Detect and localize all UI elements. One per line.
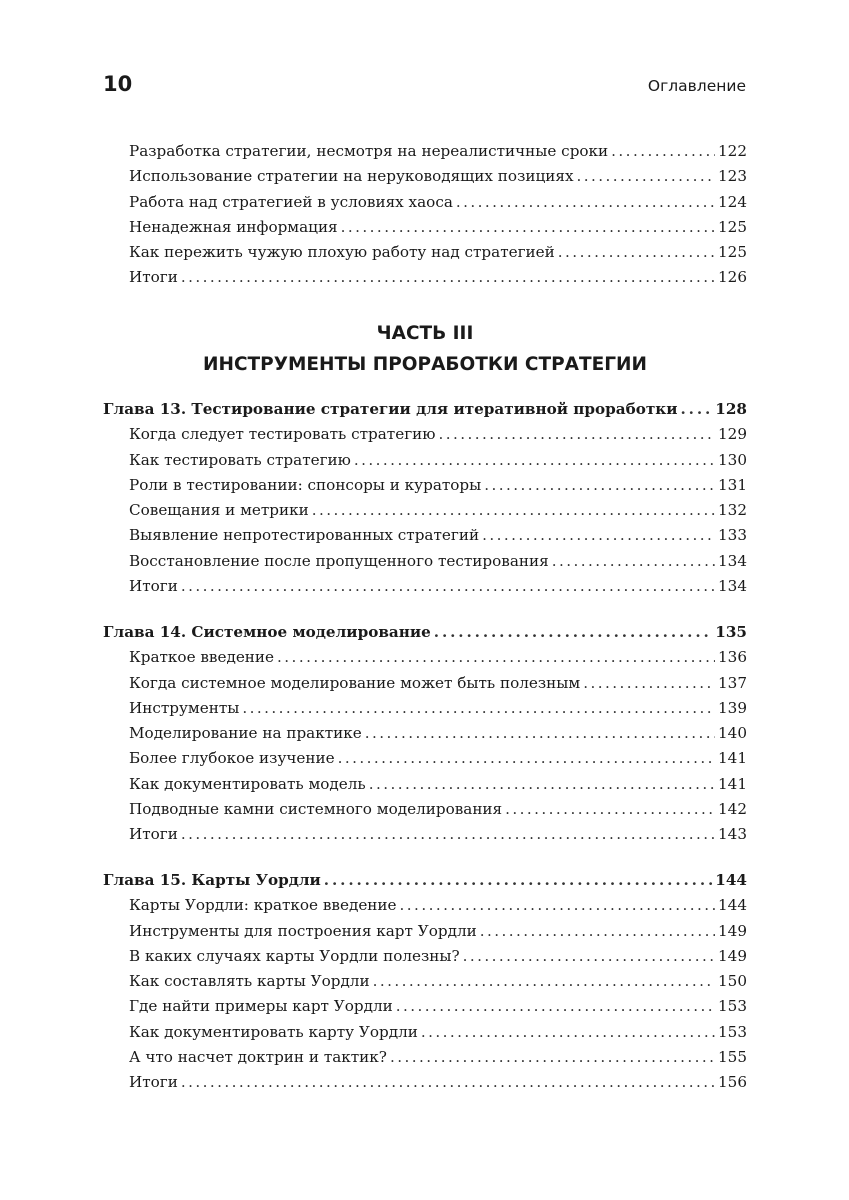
toc-leader [181, 822, 715, 847]
toc-entry-page: 143 [718, 825, 747, 844]
toc-leader [552, 549, 715, 574]
toc-entry[interactable] [103, 574, 747, 599]
toc-entry-title: Инструменты [129, 698, 240, 717]
toc-entry[interactable] [103, 919, 747, 944]
toc-entry-page: 123 [718, 167, 747, 186]
toc-entry-page: 149 [718, 921, 747, 940]
toc-leader [365, 721, 715, 746]
toc-entry[interactable] [103, 523, 747, 548]
toc-leader [373, 969, 715, 994]
toc-entry-page: 149 [718, 946, 747, 965]
toc-entry-page: 150 [718, 972, 747, 991]
toc-leader [558, 240, 715, 265]
toc-entry[interactable] [103, 746, 747, 771]
toc-leader [434, 620, 713, 645]
toc-leader [505, 797, 715, 822]
toc-entry-title: Итоги [129, 825, 178, 844]
toc-entry-page: 141 [718, 749, 747, 768]
running-head: Оглавление [647, 77, 746, 95]
toc-entry-page: 125 [718, 243, 747, 262]
toc-entry[interactable] [103, 797, 747, 822]
toc-entry[interactable] [103, 994, 747, 1019]
toc-entry[interactable] [103, 448, 747, 473]
toc-leader [181, 265, 715, 290]
toc-entry[interactable] [103, 645, 747, 670]
toc-entry[interactable] [103, 696, 747, 721]
toc-chapter-page: 135 [715, 623, 747, 641]
toc-entry-page: 140 [718, 724, 747, 743]
toc-chapter-entry[interactable] [103, 868, 747, 893]
toc-entry-title: Где найти примеры карт Уордли [129, 997, 393, 1016]
toc-leader [439, 422, 715, 447]
toc-entry-title: Карты Уордли: краткое введение [129, 896, 397, 915]
toc-entry-title: Как составлять карты Уордли [129, 972, 370, 991]
toc-leader [312, 498, 715, 523]
toc-leader [338, 746, 715, 771]
toc-chapter-entry[interactable] [103, 620, 747, 645]
toc-entry[interactable] [103, 944, 747, 969]
toc-entry[interactable] [103, 164, 747, 189]
toc-entry-title: Краткое введение [129, 648, 275, 667]
toc-entry[interactable] [103, 473, 747, 498]
toc-chapter-page: 128 [715, 400, 747, 418]
toc-leader [242, 696, 715, 721]
toc-leader [181, 574, 715, 599]
toc-entry-page: 153 [718, 997, 747, 1016]
toc-leader [456, 190, 715, 215]
toc-entry[interactable] [103, 969, 747, 994]
toc-entry-title: Итоги [129, 268, 178, 287]
toc-entry-title: Когда следует тестировать стратегию [129, 425, 436, 444]
toc-entry[interactable] [103, 240, 747, 265]
toc-entry-page: 134 [718, 577, 747, 596]
toc-entry-page: 155 [718, 1048, 747, 1067]
toc-chapter-15 [103, 868, 747, 1096]
toc-entry-title: Как тестировать стратегию [129, 450, 351, 469]
toc-entry-page: 122 [718, 142, 747, 160]
toc-entry-page: 129 [718, 425, 747, 444]
toc-leader [369, 772, 715, 797]
toc-chapter-14 [103, 620, 747, 848]
toc-entry[interactable] [103, 1070, 747, 1095]
toc-entry-title: Ненадежная информация [129, 217, 338, 236]
toc-entry[interactable] [103, 422, 747, 447]
toc-entry-page: 153 [718, 1022, 747, 1041]
toc-entry-page: 124 [718, 192, 747, 211]
toc-entry-page: 141 [718, 774, 747, 793]
toc-entry-title: Как документировать карту Уордли [129, 1022, 418, 1041]
toc-chapter-title: Глава 15. Карты Уордли [103, 871, 321, 889]
toc-entry[interactable] [103, 671, 747, 696]
toc-entry-page: 139 [718, 698, 747, 717]
toc-entry-title: Роли в тестировании: спонсоры и кураторы [129, 475, 482, 494]
toc-entry[interactable] [103, 721, 747, 746]
toc-entry-page: 132 [718, 501, 747, 520]
toc-entry-title: Разработка стратегии, несмотря на нереалистичные сроки [129, 142, 609, 160]
part-title: ИНСТРУМЕНТЫ ПРОРАБОТКИ СТРАТЕГИИ [203, 354, 647, 375]
toc-entry-title: Выявление непротестированных стратегий [129, 526, 480, 545]
toc-leader [484, 473, 715, 498]
toc-entry-page: 126 [718, 268, 747, 287]
toc-entry[interactable] [103, 772, 747, 797]
toc-entry-title: Подводные камни системного моделирования [129, 800, 503, 819]
toc-leader [396, 994, 715, 1019]
toc-entry-page: 125 [718, 217, 747, 236]
toc-entry-title: Более глубокое изучение [129, 749, 335, 768]
toc-leader [341, 215, 715, 240]
toc-leader [354, 448, 715, 473]
toc-entry[interactable] [103, 549, 747, 574]
toc-leader [681, 397, 713, 422]
toc-leader [324, 868, 713, 893]
toc-entry[interactable] [103, 822, 747, 847]
toc-leader [611, 139, 715, 164]
toc-entry[interactable] [103, 139, 747, 164]
toc-entry-title: Инструменты для построения карт Уордли [129, 921, 477, 940]
toc-entry[interactable] [103, 1045, 747, 1070]
toc-entry[interactable] [103, 190, 747, 215]
toc-entry-page: 133 [718, 526, 747, 545]
toc-leader [482, 523, 715, 548]
toc-entry[interactable] [103, 265, 747, 290]
toc-entry-page: 142 [718, 800, 747, 819]
toc-entry-title: Итоги [129, 1073, 178, 1092]
toc-entry-title: Использование стратегии на неруководящих позициях [129, 167, 574, 186]
toc-entry-title: Совещания и метрики [129, 501, 309, 520]
toc-entry[interactable] [103, 1020, 747, 1045]
toc-entry-title: Восстановление после пропущенного тестирования [129, 551, 549, 570]
toc-entry-title: Итоги [129, 577, 178, 596]
toc-leader [277, 645, 715, 670]
toc-entry-title: Когда системное моделирование может быть полезным [129, 673, 581, 692]
toc-entry-title: Как документировать модель [129, 774, 366, 793]
toc-leader [181, 1070, 715, 1095]
toc-leader [583, 671, 715, 696]
toc-leader [463, 944, 715, 969]
toc-entry-title: А что насчет доктрин и тактик? [129, 1048, 387, 1067]
toc-leader [421, 1020, 715, 1045]
page-number: 10 [103, 72, 133, 96]
toc-chapter-page: 144 [715, 871, 747, 889]
toc-entry-page: 144 [718, 896, 747, 915]
toc-entry-page: 134 [718, 551, 747, 570]
part-label: ЧАСТЬ III [376, 323, 474, 344]
toc-entry-page: 136 [718, 648, 747, 667]
toc-entry-title: Работа над стратегией в условиях хаоса [129, 192, 453, 211]
toc-chapter-title: Глава 14. Системное моделирование [103, 623, 431, 641]
toc-entry-page: 131 [718, 475, 747, 494]
toc-entry[interactable] [103, 215, 747, 240]
toc-chapter-13 [103, 397, 747, 599]
toc-entry-title: Как пережить чужую плохую работу над стратегией [129, 243, 555, 262]
toc-prev-section [103, 139, 747, 291]
toc-leader [390, 1045, 715, 1070]
toc-chapter-entry[interactable] [103, 397, 747, 422]
toc-entry-title: Моделирование на практике [129, 724, 362, 743]
toc-entry-page: 130 [718, 450, 747, 469]
toc-entry[interactable] [103, 893, 747, 918]
toc-leader [400, 893, 715, 918]
toc-entry[interactable] [103, 498, 747, 523]
toc-chapter-title: Глава 13. Тестирование стратегии для итеративной проработки [103, 400, 678, 418]
toc-entry-page: 156 [718, 1073, 747, 1092]
toc-entry-page: 137 [718, 673, 747, 692]
toc-leader [577, 164, 715, 189]
toc-entry-title: В каких случаях карты Уордли полезны? [129, 946, 460, 965]
toc-leader [480, 919, 715, 944]
